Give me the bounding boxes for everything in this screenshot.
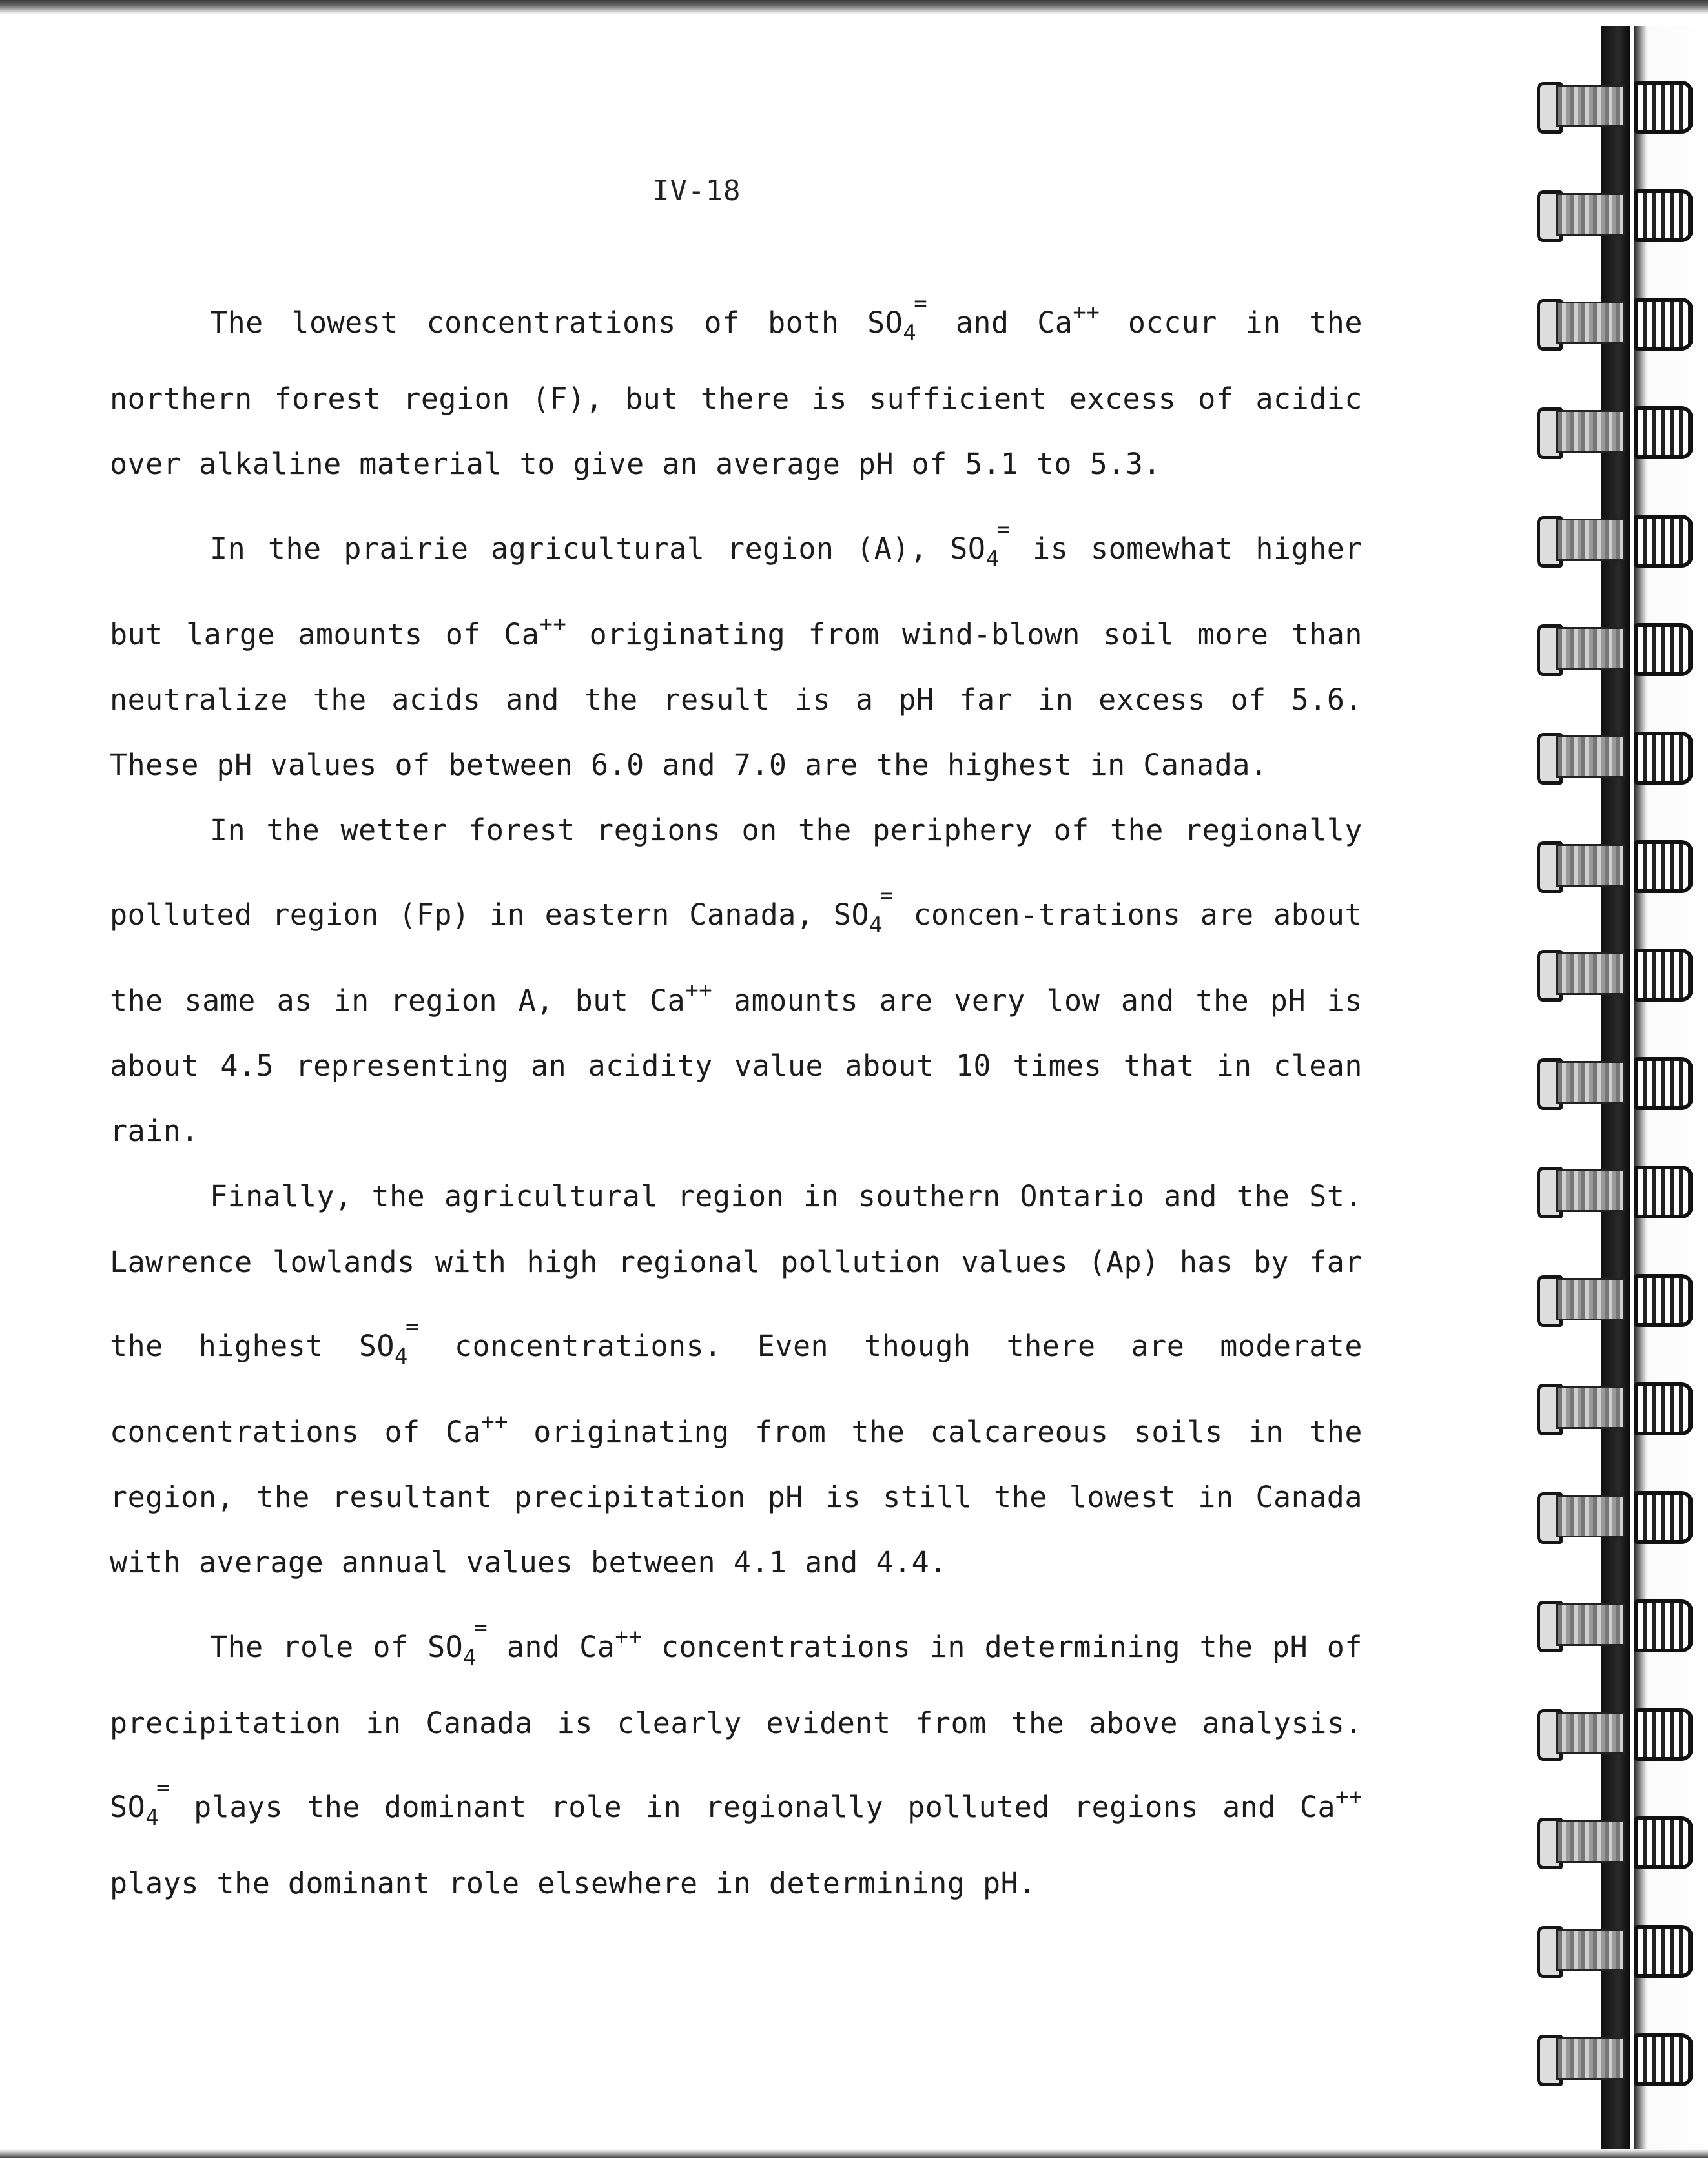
binding-ring-coil — [1556, 1278, 1625, 1320]
binding-ring-right-loop — [1634, 840, 1693, 893]
binding-ring-right-loop — [1634, 81, 1693, 134]
binding-ring — [1537, 1599, 1692, 1647]
binding-ring — [1537, 81, 1692, 128]
binding-ring-coil — [1556, 735, 1625, 778]
paragraph-4: Finally, the agricultural region in southern Ontario and the St. Lawrence lowlands with high regional pollution values (Ap) has by far the highest $SO_4^=$ concentrations. Even though there are moderate concentrations of Ca++ originating from the calcareous soils in the region, the resultant precipitation pH is still the lowest in Canada with average annual values between 4.1 and 4.4. — [110, 1179, 1363, 1580]
binding-ring-coil — [1556, 85, 1625, 127]
binding-ring-coil — [1556, 1929, 1625, 1971]
binding-ring-right-loop — [1634, 406, 1693, 459]
binding-ring-right-loop — [1634, 189, 1693, 242]
binding-ring — [1537, 623, 1692, 671]
binding-ring-coil — [1556, 410, 1625, 453]
binding-ring-right-loop — [1634, 1491, 1693, 1544]
binding-ring — [1537, 298, 1692, 345]
binding-ring — [1537, 1491, 1692, 1539]
binding-ring — [1537, 2033, 1692, 2081]
binding-ring — [1537, 1057, 1692, 1105]
binding-ring-right-loop — [1634, 1274, 1693, 1327]
binding-ring — [1537, 949, 1692, 996]
binding-ring-right-loop — [1634, 949, 1693, 1002]
binding-ring-right-loop — [1634, 1816, 1693, 1869]
binding-ring-right-loop — [1634, 1925, 1693, 1978]
binding-ring-right-loop — [1634, 1166, 1693, 1218]
binding-ring-coil — [1556, 627, 1625, 670]
binding-ring-coil — [1556, 2037, 1625, 2080]
page-number: IV-18 — [652, 174, 741, 207]
binding-ring — [1537, 515, 1692, 562]
binding-ring-right-loop — [1634, 1057, 1693, 1110]
binding-ring-right-loop — [1634, 515, 1693, 568]
binding-ring-right-loop — [1634, 623, 1693, 676]
binding-ring-coil — [1556, 1603, 1625, 1646]
binding-ring-coil — [1556, 1061, 1625, 1104]
binding-ring-right-loop — [1634, 1708, 1693, 1761]
scan-bottom-edge — [0, 2149, 1708, 2158]
binding-ring-coil — [1556, 1169, 1625, 1212]
binding-ring — [1537, 1166, 1692, 1213]
binding-ring — [1537, 189, 1692, 237]
binding-ring-coil — [1556, 1712, 1625, 1754]
binding-ring — [1537, 1925, 1692, 1973]
binding-ring-coil — [1556, 193, 1625, 236]
binding-ring-right-loop — [1634, 2033, 1693, 2086]
body-text — [110, 271, 1363, 1916]
scan-top-edge — [0, 0, 1708, 14]
binding-ring-right-loop — [1634, 732, 1693, 785]
binding-ring — [1537, 1708, 1692, 1756]
binding-ring-coil — [1556, 302, 1625, 344]
binding-ring-coil — [1556, 844, 1625, 887]
binding-ring — [1537, 1274, 1692, 1322]
paragraph-5: The role of $SO_4^=$ and Ca++ concentrations in determining the pH of precipitation in Canada is clearly evident from the above analysis. $SO_4^=$ plays the dominant role in regionally polluted regions and Ca++ plays the dominant role elsewhere in determining pH. — [110, 1614, 1363, 1901]
paragraph-1: The lowest concentrations of both $SO_4^=$ and Ca++ occur in the northern forest region (F), but there is sufficient excess of acidic over alkaline material to give an average pH of 5.1 to 5.3. — [110, 291, 1363, 482]
binding-ring-coil — [1556, 1495, 1625, 1537]
binding-ring — [1537, 732, 1692, 779]
paragraph-3: In the wetter forest regions on the periphery of the regionally polluted region (Fp) in eastern Canada, $SO_4^=$ concen-trations are about the same as in region A, but Ca++ amounts are very low and the pH is about 4.5 representing an acidity value about 10 times that in clean rain. — [110, 813, 1363, 1149]
binding-ring — [1537, 406, 1692, 454]
binding-ring-coil — [1556, 1386, 1625, 1429]
binding-ring — [1537, 1816, 1692, 1864]
binding-ring-coil — [1556, 1820, 1625, 1863]
binding-ring-right-loop — [1634, 1599, 1693, 1652]
binding-ring-right-loop — [1634, 298, 1693, 351]
paragraph-2: In the prairie agricultural region (A), $SO_4^=$ is somewhat higher but large amounts of Ca++ originating from wind-blown soil more than neutralize the acids and the result is a pH far in excess of 5.6. These pH values of between 6.0 and 7.0 are the highest in Canada. — [110, 516, 1363, 783]
binding-ring-right-loop — [1634, 1382, 1693, 1435]
binding-ring-coil — [1556, 519, 1625, 561]
binding-ring — [1537, 840, 1692, 888]
spiral-binding — [1524, 26, 1708, 2158]
binding-ring — [1537, 1382, 1692, 1430]
binding-ring-coil — [1556, 952, 1625, 995]
